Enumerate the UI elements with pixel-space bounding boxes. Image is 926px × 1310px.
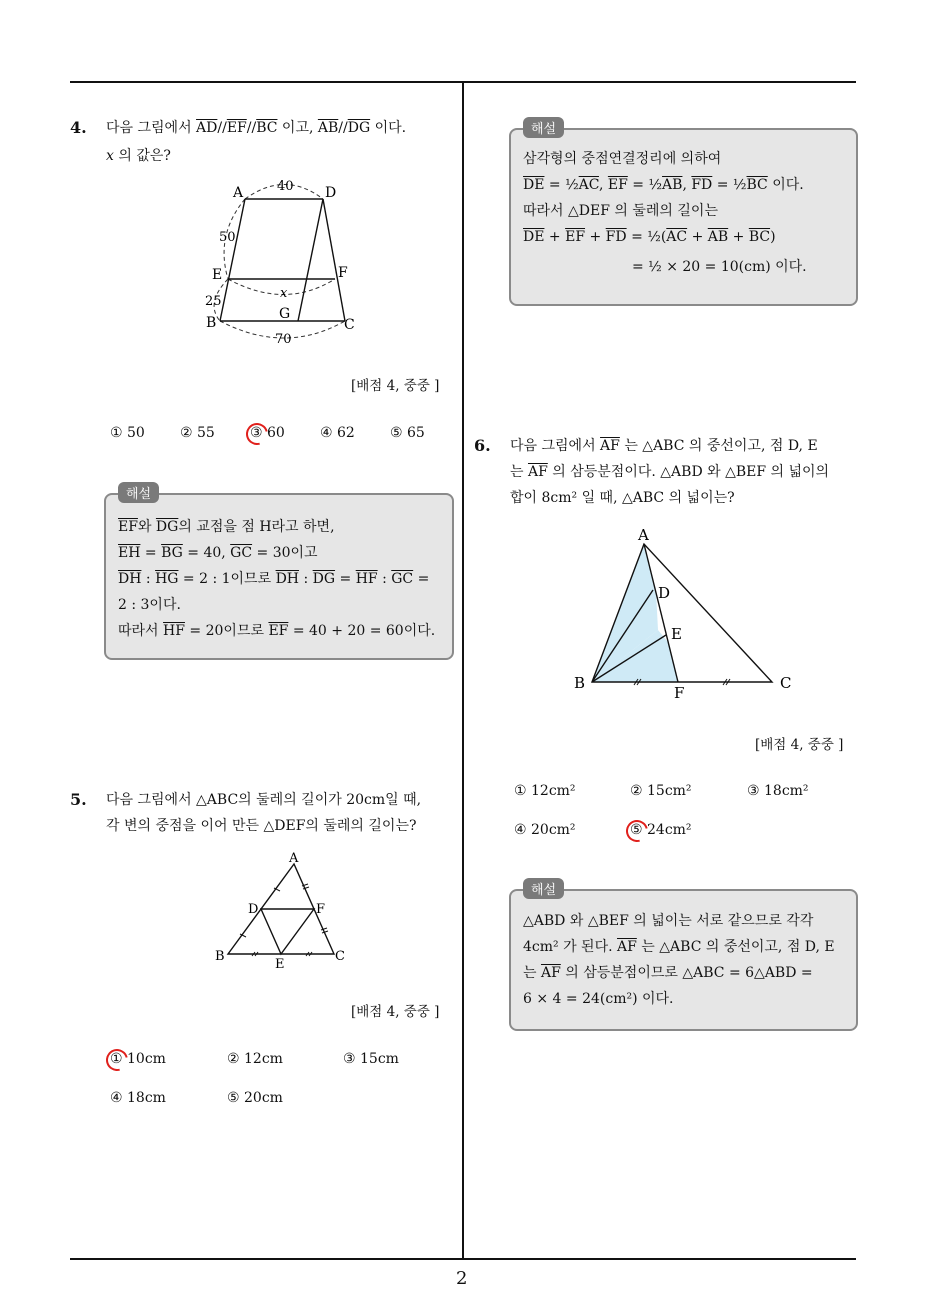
q5-choice-1[interactable]: ① 10cm — [110, 1051, 166, 1067]
q6-label-F: F — [674, 684, 685, 702]
q4-label-F: F — [338, 265, 348, 281]
q4-trapezoid-figure — [195, 175, 365, 350]
q4-label-50: 50 — [219, 230, 236, 245]
q6-solution-line4: 6 × 4 = 24(cm²) 이다. — [523, 991, 674, 1007]
q4-label-B: B — [206, 315, 217, 331]
q6-solution-tag: 해설 — [523, 878, 564, 899]
q5-solution-line3: 따라서 △DEF 의 둘레의 길이는 — [523, 203, 718, 219]
q6-answer-circle-mark — [622, 816, 652, 846]
q4-label-25: 25 — [205, 294, 222, 309]
q4-choice-3[interactable]: ③ 60 — [250, 425, 285, 441]
q4-label-D: D — [325, 185, 337, 201]
q6-number: 6. — [474, 436, 491, 455]
q5-triangle-figure — [210, 848, 360, 973]
q4-number: 4. — [70, 118, 87, 137]
q6-choice-4[interactable]: ④ 20cm² — [514, 822, 576, 838]
q4-choice-5[interactable]: ⑤ 65 — [390, 425, 425, 441]
q6-triangle-figure — [568, 522, 798, 702]
q4-solution-line1: $\overline{EF}$와 $\overline{DG}$의 교점을 점 H라고 하면, — [118, 519, 335, 535]
q6-solution-line1: △ABD 와 △BEF 의 넓이는 서로 같으므로 각각 — [523, 913, 814, 929]
q4-stem-line1: 다음 그림에서 $\overline{AD}//\overline{EF}//\overline{BC}$ 이고, $\overline{AB}//\overline{DG}$ 이다. — [106, 120, 407, 136]
q5-choice-5[interactable]: ⑤ 20cm — [227, 1090, 283, 1106]
q4-label-E: E — [212, 267, 223, 283]
q4-choice-1[interactable]: ① 50 — [110, 425, 145, 441]
q4-label-G: G — [279, 306, 291, 322]
q4-choice-4[interactable]: ④ 62 — [320, 425, 355, 441]
q6-choice-5[interactable]: ⑤ 24cm² — [630, 822, 692, 838]
q5-label-F: F — [316, 902, 326, 917]
q5-score: [배점 4, 중중 ] — [351, 1004, 440, 1020]
bottom-rule — [70, 1258, 856, 1260]
q5-solution-line2: $\overline{DE}$ = $\frac{1}{2}\overline{AC}$, $\overline{EF}$ = $\frac{1}{2}\overline{AB}$, $\overline{FD}$ = $\frac{1}{2}\overline{BC}$ 이다. — [523, 177, 804, 193]
q5-stem-line1: 다음 그림에서 △ABC의 둘레의 길이가 20cm일 때, — [106, 792, 422, 808]
q6-stem-line2: 는 $\overline{AF}$ 의 삼등분점이다. △ABD 와 △BEF 의 넓이의 — [510, 464, 830, 480]
q5-solution-line1: 삼각형의 중점연결정리에 의하여 — [523, 151, 722, 167]
q4-stem-line2: x 의 값은? — [106, 148, 171, 164]
page-number: 2 — [456, 1268, 468, 1289]
q6-label-C: C — [780, 674, 792, 692]
q6-stem-line1: 다음 그림에서 $\overline{AF}$ 는 △ABC 의 중선이고, 점 D, E — [510, 438, 818, 454]
q6-label-D: D — [658, 584, 671, 602]
q4-label-x: x — [280, 286, 288, 301]
q5-solution-tag: 해설 — [523, 117, 564, 138]
q4-choice-2[interactable]: ② 55 — [180, 425, 215, 441]
q6-label-E: E — [671, 625, 682, 643]
q4-label-C: C — [344, 317, 355, 333]
q6-label-B: B — [574, 674, 586, 692]
column-divider — [462, 82, 464, 1260]
q5-label-D: D — [248, 902, 259, 917]
q5-choice-4[interactable]: ④ 18cm — [110, 1090, 166, 1106]
q4-solution-tag: 해설 — [118, 482, 159, 503]
q6-stem-line3: 합이 8cm² 일 때, △ABC 의 넓이는? — [510, 490, 735, 506]
q4-label-70: 70 — [275, 332, 292, 347]
q5-stem-line2: 각 변의 중점을 이어 만든 △DEF의 둘레의 길이는? — [106, 818, 417, 834]
q5-label-B: B — [215, 949, 225, 964]
q4-score: [배점 4, 중중 ] — [351, 378, 440, 394]
q6-choice-1[interactable]: ① 12cm² — [514, 783, 576, 799]
q4-solution-line2: $\overline{EH} = \overline{BG} = 40$, $\overline{GC} = 30$이고 — [118, 545, 318, 561]
q4-label-A: A — [233, 185, 244, 201]
q5-choice-2[interactable]: ② 12cm — [227, 1051, 283, 1067]
q5-answer-circle-mark — [102, 1045, 132, 1075]
q5-solution-line5: = ½ × 20 = 10(cm) 이다. — [632, 259, 807, 275]
q6-solution-line3: 는 $\overline{AF}$ 의 삼등분점이므로 △ABC = 6△ABD = — [523, 965, 813, 981]
q5-label-C: C — [335, 949, 345, 964]
q4-solution-line5: 따라서 $\overline{HF} = 20$이므로 $\overline{EF} = 40 + 20 = 60$이다. — [118, 623, 436, 639]
q4-solution-line4: 2 : 3이다. — [118, 597, 181, 613]
q4-answer-circle-mark — [242, 419, 272, 449]
q6-score: [배점 4, 중중 ] — [755, 737, 844, 753]
q5-label-A: A — [289, 851, 299, 866]
q6-choice-3[interactable]: ③ 18cm² — [747, 783, 809, 799]
q6-choice-2[interactable]: ② 15cm² — [630, 783, 692, 799]
q5-solution-line4: $\overline{DE} + \overline{EF} + \overline{FD}$ = $\frac{1}{2}(\overline{AC} + \overline{AB} + \overline{BC})$ — [523, 229, 776, 245]
q5-label-E: E — [275, 957, 285, 972]
q5-number: 5. — [70, 790, 87, 809]
q4-solution-line3: $\overline{DH}$ : $\overline{HG} = 2$ : 1이므로 $\overline{DH}$ : $\overline{DG} = \overline{HF}$ : $\overline{GC}$ = — [118, 571, 430, 587]
q6-label-A: A — [638, 526, 649, 544]
q6-solution-line2: 4cm² 가 된다. $\overline{AF}$ 는 △ABC 의 중선이고, 점 D, E — [523, 939, 835, 955]
q5-choice-3[interactable]: ③ 15cm — [343, 1051, 399, 1067]
q4-label-40: 40 — [277, 179, 294, 194]
